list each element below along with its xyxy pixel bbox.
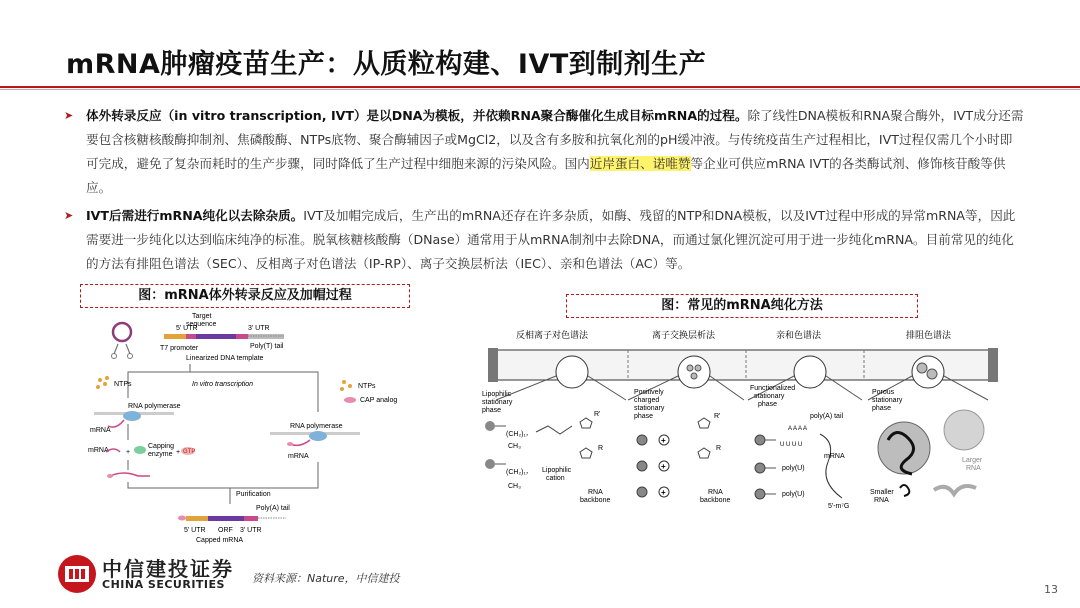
bullet-purification-text: IVT及加帽完成后，生产出的mRNA还存在许多杂质，如酶、残留的NTP和DNA模板，以及IVT过程中形成的异常mRNA等，因此需要进一步纯化以达到临床纯净的标准。脱氧核糖核酸酶（DNase）通常用于从mRNA制剂中去除DNA，而通过氯化锂沉淀可用于进一步纯化mRNA。目前常见的纯化的方法有排阻色谱法（SEC）、反相离子对色谱法（IP-RP）、离子交换层析法（IEC）、亲和色谱法（AC）等。 [86,208,1016,271]
bullet-arrow-icon: ➤ [64,209,74,222]
label-3utr: 3' UTR [248,325,270,332]
svg-text:backbone: backbone [580,497,611,504]
label-rna-polymerase-left: RNA polymerase [128,403,181,410]
svg-text:poly(A) tail: poly(A) tail [810,413,844,420]
svg-text:RNA: RNA [966,465,981,472]
svg-text:Lipophilic: Lipophilic [542,467,572,474]
svg-text:+: + [126,449,131,456]
bullet-ivt-text-end: 等企业可供应mRNA IVT的各类酶试剂、修饰核苷酸等供应。 [86,156,1006,195]
page-number: 13 [1044,583,1058,596]
svg-text:(CH₂)₁₇: (CH₂)₁₇ [506,469,529,476]
scissors-icon [114,344,130,354]
rna-polymerase-icon [309,431,327,441]
label-capped-mrna: Capped mRNA [196,537,244,544]
label-ntps-right: NTPs [358,383,376,390]
bullet-ivt [64,104,1024,200]
svg-text:5'-m⁷G: 5'-m⁷G [828,503,850,510]
svg-text:+: + [661,436,666,445]
svg-text:stationary: stationary [754,393,785,400]
svg-text:Smaller: Smaller [870,489,894,496]
bullet-purification [64,204,1024,276]
label-ntps-left: NTPs [114,381,132,388]
capping-enzyme-icon [134,446,146,454]
label-cap-analog: CAP analog [360,397,398,404]
cap-analog-icon [344,397,356,403]
svg-text:stationary: stationary [872,397,903,404]
svg-text:R': R' [594,411,601,418]
column-label-ac: 亲和色谱法 [776,330,822,340]
svg-text:backbone: backbone [700,497,731,504]
svg-text:R: R [716,445,722,452]
label-linearized-template: Linearized DNA template [186,355,264,362]
bullet-ivt-lead: 体外转录反应（in vitro transcription, IVT）是以DNA为模板，并依赖RNA聚合酶催化生成目标mRNA的过程。 [86,108,748,123]
bullet-arrow-icon: ➤ [64,109,74,122]
svg-text:poly(U): poly(U) [782,491,805,498]
svg-text:cation: cation [546,475,565,482]
label-t7-promoter: T7 promoter [160,345,199,352]
svg-text:(CH₂)₁₇: (CH₂)₁₇ [506,431,529,438]
company-logo [56,553,246,595]
title-divider [0,86,1080,88]
svg-text:phase: phase [758,401,778,408]
larger-rna-icon [934,486,976,494]
purification-methods-diagram [476,322,1010,512]
label-polya-tail: Poly(A) tail [256,505,290,512]
svg-text:CH₃: CH₃ [508,483,521,490]
page-title: mRNA肿瘤疫苗生产：从质粒构建、IVT到制剂生产 [66,49,707,80]
bullet-purification-lead: IVT后需进行mRNA纯化以去除杂质。 [86,208,304,223]
label-mrna-right: mRNA [288,453,309,460]
svg-text:Functionalized: Functionalized [750,385,796,392]
svg-text:Positively: Positively [634,389,664,396]
ivt-capping-diagram [80,312,410,548]
svg-text:A A A A: A A A A [788,426,808,432]
title-divider-thin [0,89,1080,90]
label-gtp: GTP [183,449,196,455]
label-orf: ORF [218,527,233,534]
label-ivt: In vitro transcription [192,381,254,388]
label-enzyme: enzyme [148,451,173,458]
source-note: 资料来源：Nature，中信建投 [252,572,400,585]
svg-text:phase: phase [482,407,502,414]
logo-chinese-name: 中信建投证券 [102,557,234,581]
label-rna-polymerase-right: RNA polymerase [290,423,343,430]
label-mrna-left2: mRNA [88,447,109,454]
figure-right-caption: 图：常见的mRNA纯化方法 [566,294,918,318]
svg-text:Lipophilic: Lipophilic [482,391,512,398]
svg-text:CH₃: CH₃ [508,443,521,450]
svg-text:stationary: stationary [634,405,665,412]
svg-text:RNA: RNA [588,489,603,496]
porous-bead-icon [878,422,930,474]
citic-logo-icon [56,553,98,595]
rna-polymerase-icon [123,411,141,421]
svg-text:poly(U): poly(U) [782,465,805,472]
svg-text:+: + [661,462,666,471]
svg-text:+: + [661,488,666,497]
ntps-icon [340,380,352,391]
label-5utr: 5' UTR [176,325,198,332]
label-3utr-b: 3' UTR [240,527,262,534]
ntps-icon [96,376,109,389]
column-label-ip-rp: 反相离子对色谱法 [516,330,589,340]
bullet-ivt-text: 除了线性DNA模板和RNA聚合酶外，IVT成分还需要包含核糖核酸酶抑制剂、焦磷酸酶、NTPs底物、聚合酶辅因子或MgCl2，以及含有多胺和抗氧化剂的pH缓冲液。与传统疫苗生产过程相比，IVT过程仅需几个小时即可完成，避免了复杂而耗时的生产步骤，同时降低了生产过程中细胞来源的污染风险。国内 [86,108,1024,171]
svg-text:R': R' [714,413,721,420]
logo-english-name: CHINA SECURITIES [102,578,225,591]
large-bead-icon [944,410,984,450]
label-purification: Purification [236,491,271,498]
svg-text:stationary: stationary [482,399,513,406]
label-target: Target [192,313,212,320]
plasmid-icon [113,323,131,341]
figure-left-caption: 图：mRNA体外转录反应及加帽过程 [80,284,410,308]
column-label-iec: 离子交换层析法 [652,330,716,340]
smaller-rna-icon [900,485,909,496]
label-sequence: sequence [186,321,217,328]
label-capping: Capping [148,443,175,450]
svg-text:Porous: Porous [872,389,895,396]
svg-text:phase: phase [634,413,654,420]
label-5utr-b: 5' UTR [184,527,206,534]
label-mrna-left: mRNA [90,427,111,434]
svg-text:mRNA: mRNA [824,453,845,460]
label-polyt-tail: Poly(T) tail [250,343,284,350]
svg-text:U U U U: U U U U [780,442,803,448]
svg-text:R: R [598,445,604,452]
svg-text:RNA: RNA [874,497,889,504]
svg-text:phase: phase [872,405,892,412]
svg-text:RNA: RNA [708,489,723,496]
svg-text:charged: charged [634,397,660,404]
highlight-companies: 近岸蛋白、诺唯赞 [589,156,691,171]
column-label-sec: 排阻色谱法 [906,330,952,340]
svg-text:Larger: Larger [962,457,983,464]
body-text [64,104,1024,280]
svg-text:+: + [176,449,181,456]
